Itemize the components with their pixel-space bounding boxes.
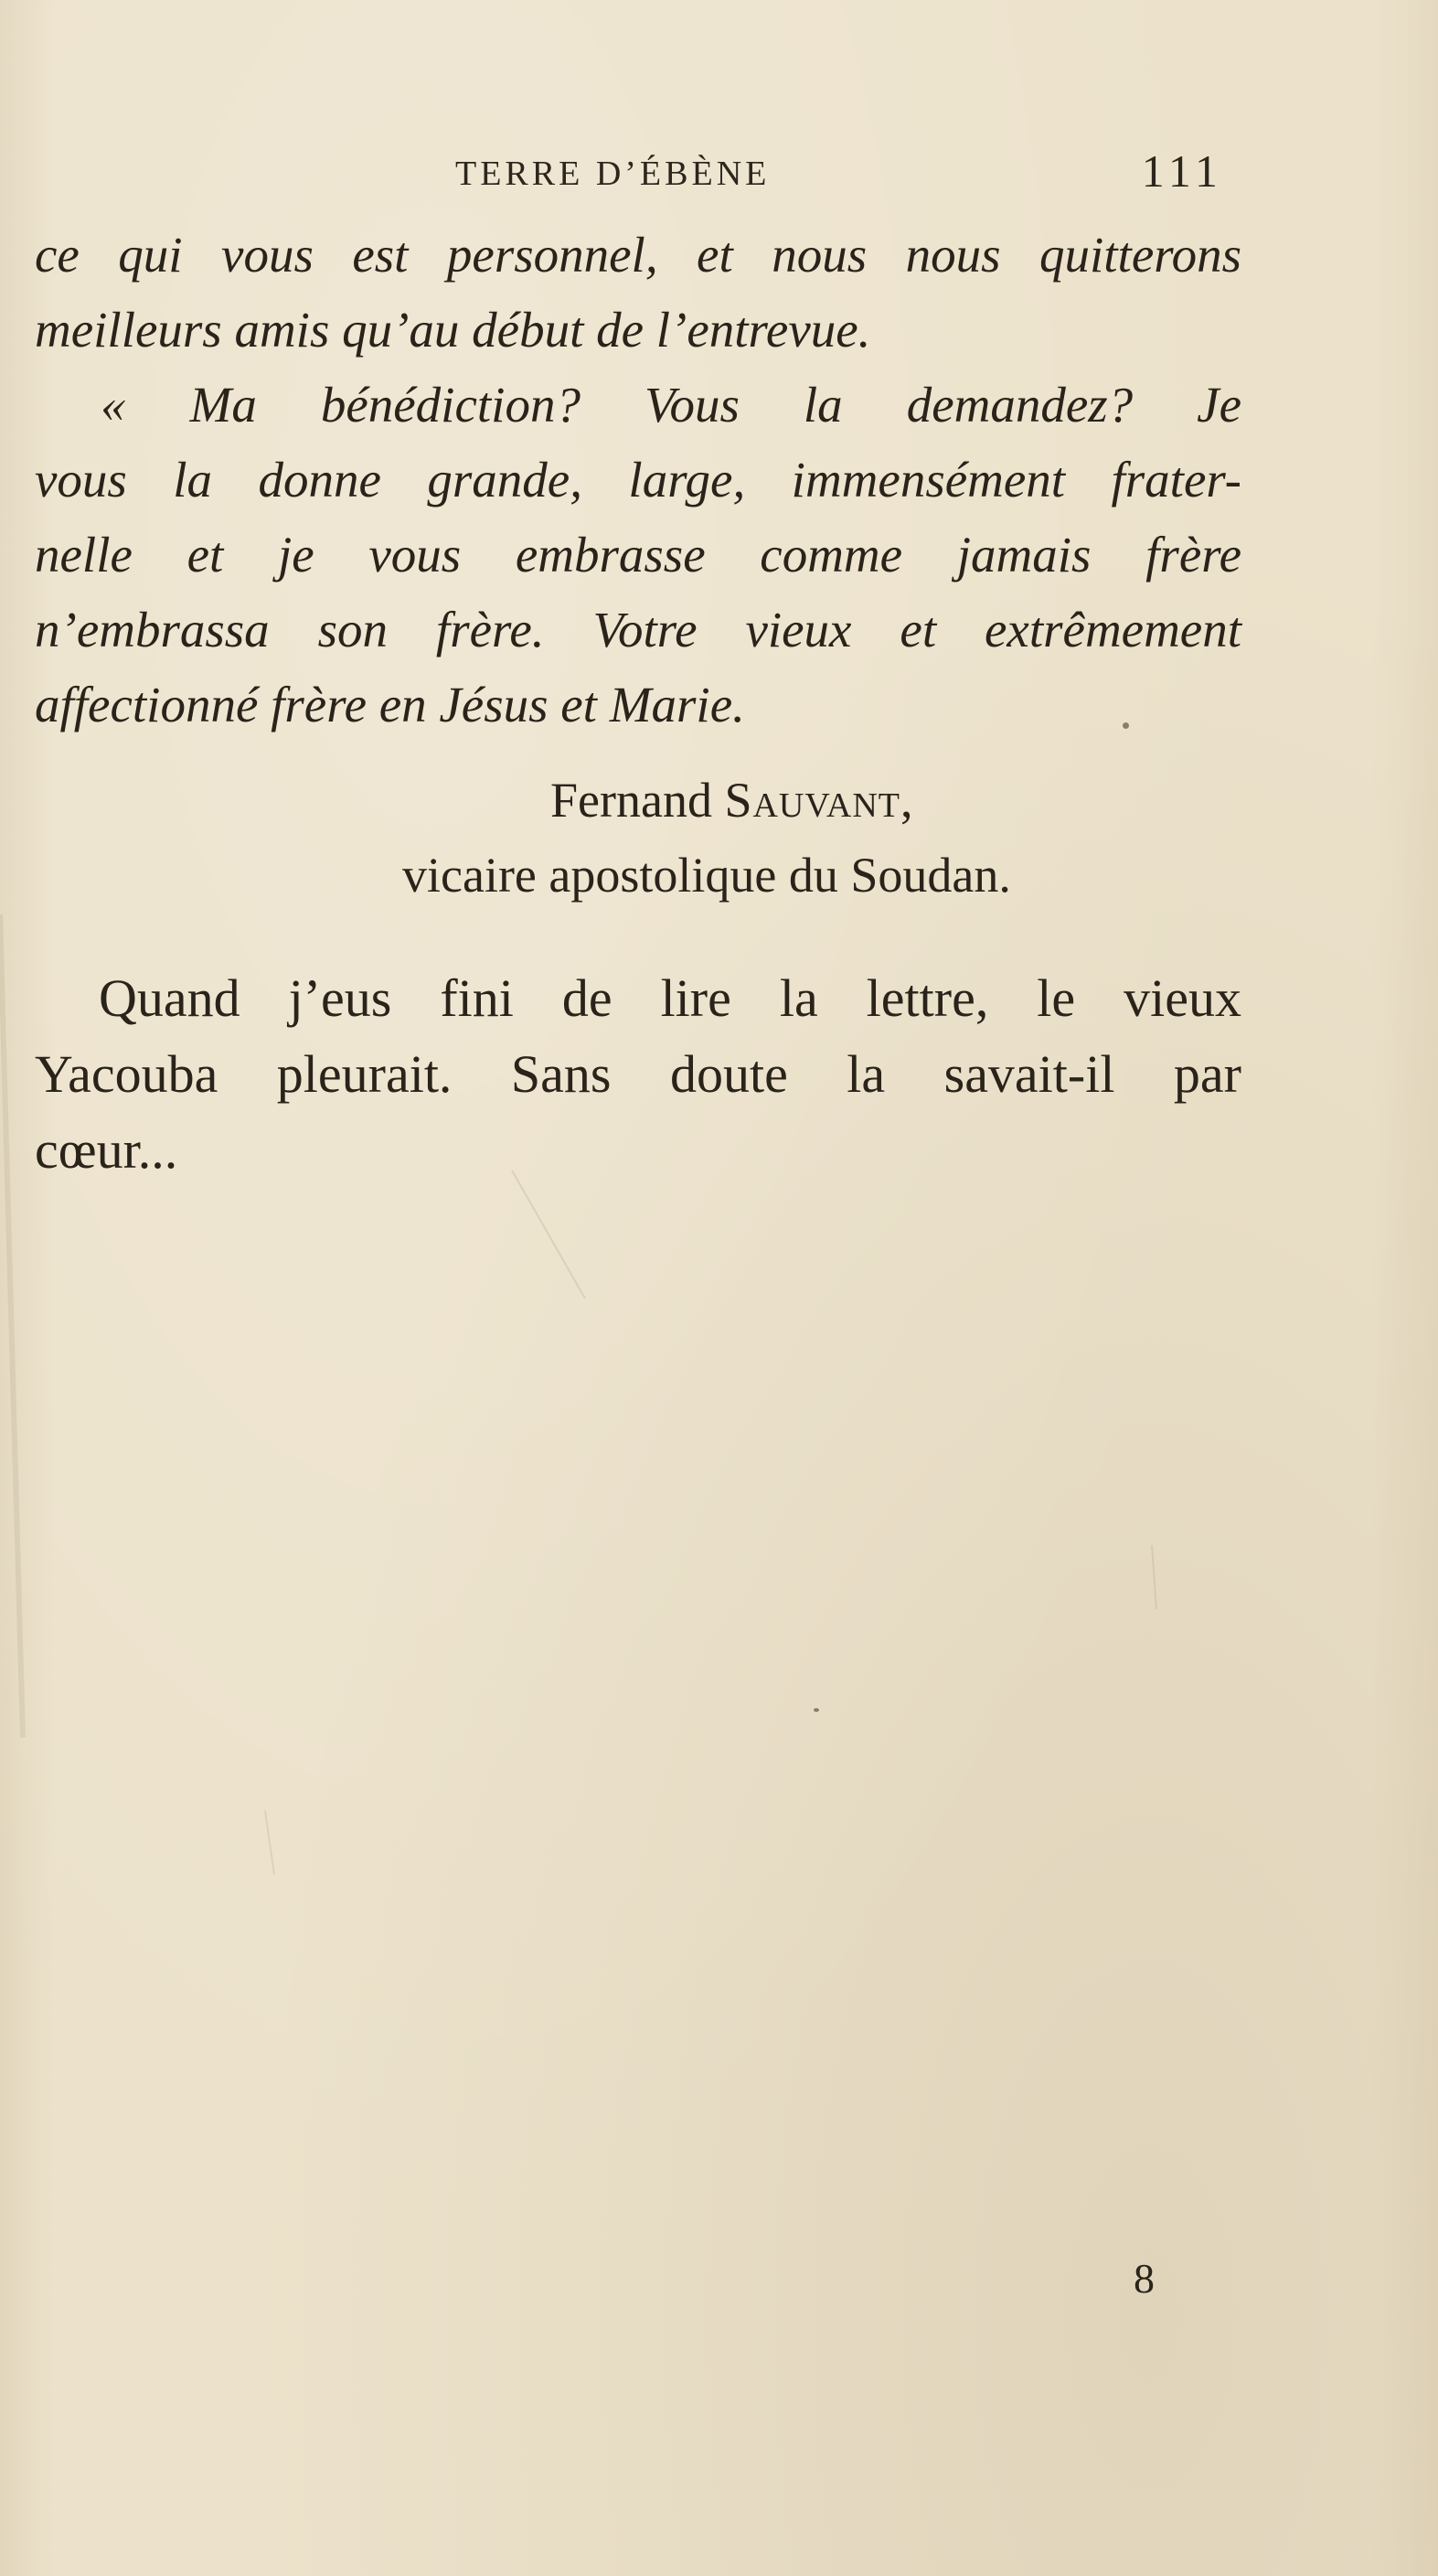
signatory-name — [550, 764, 913, 837]
letter-excerpt — [35, 218, 1241, 743]
letter-line: nelle et je vous embrasse comme jamais frère — [35, 527, 1241, 583]
signatory-comma: , — [900, 773, 913, 828]
letter-line: vous la donne grande, large, immensément frater- — [35, 452, 1241, 508]
letter-line: n’embrassa son frère. Votre vieux et extrêmement — [35, 602, 1241, 657]
signatory-first-name: Fernand — [550, 773, 712, 828]
signature-mark: 8 — [1134, 2255, 1155, 2302]
narrative-line: Yacouba pleurait. Sans doute la savait-il par — [35, 1044, 1241, 1104]
narrative-line: Quand j’eus fini de lire la lettre, le vieux — [99, 968, 1241, 1028]
signatory-surname: Sauvant — [724, 773, 901, 828]
page-number: 111 — [1141, 145, 1223, 197]
paper-speck — [1123, 722, 1129, 729]
paper-speck — [814, 1708, 819, 1712]
page-header — [455, 144, 1223, 208]
letter-line: affectionné frère en Jésus et Marie. — [35, 677, 745, 732]
narrative-line: cœur... — [35, 1120, 178, 1180]
letter-line: « Ma bénédiction? Vous la demandez? Je — [101, 377, 1241, 433]
running-head: TERRE D’ÉBÈNE — [455, 155, 771, 193]
narrative-paragraph — [35, 960, 1241, 1188]
letter-line: ce qui vous est personnel, et nous nous quitterons — [35, 227, 1241, 283]
signatory-title: vicaire apostolique du Soudan. — [402, 848, 1011, 903]
letter-line: meilleurs amis qu’au début de l’entrevue. — [35, 302, 871, 358]
